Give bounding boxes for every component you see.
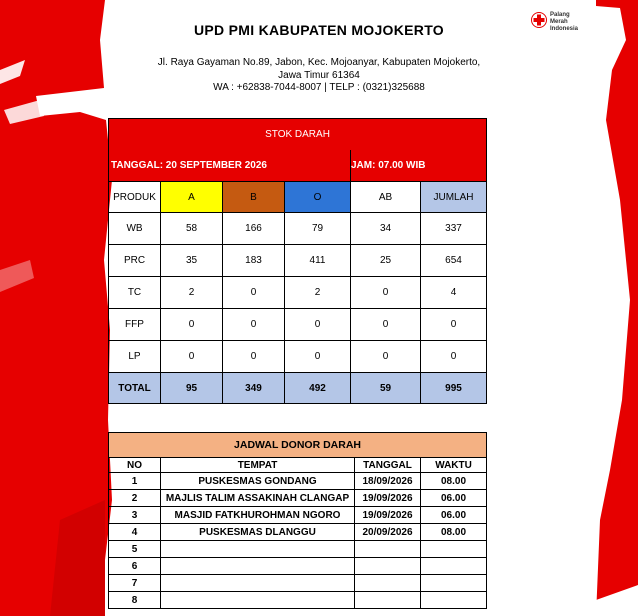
cell-b: 0 xyxy=(223,341,285,373)
stock-table xyxy=(108,118,487,404)
row-number: 8 xyxy=(109,592,161,609)
time: 08.00 xyxy=(421,473,487,490)
product-name: TC xyxy=(109,277,161,309)
col-header-ab: AB xyxy=(351,182,421,213)
col-header-no: NO xyxy=(109,458,161,473)
location: PUSKESMAS GONDANG xyxy=(161,473,355,490)
logo-line-3: Indonesia xyxy=(550,26,579,32)
table-row xyxy=(109,473,487,490)
table-row xyxy=(109,341,487,373)
cell-a: 0 xyxy=(161,309,223,341)
cell-b: 0 xyxy=(223,309,285,341)
cell-a: 58 xyxy=(161,213,223,245)
cell-jumlah: 337 xyxy=(421,213,487,245)
cell-ab: 0 xyxy=(351,309,421,341)
location xyxy=(161,541,355,558)
cell-a: 2 xyxy=(161,277,223,309)
date xyxy=(355,592,421,609)
time xyxy=(421,558,487,575)
col-header-produk: PRODUK xyxy=(109,182,161,213)
col-header-waktu: WAKTU xyxy=(421,458,487,473)
total-label: TOTAL xyxy=(109,373,161,404)
logo-text xyxy=(550,12,578,33)
col-header-o: O xyxy=(285,182,351,213)
total-b: 349 xyxy=(223,373,285,404)
cell-ab: 0 xyxy=(351,277,421,309)
cell-ab: 25 xyxy=(351,245,421,277)
row-number: 6 xyxy=(109,558,161,575)
total-row xyxy=(109,373,487,404)
time xyxy=(421,541,487,558)
location xyxy=(161,592,355,609)
col-header-a: A xyxy=(161,182,223,213)
schedule-table xyxy=(108,432,487,609)
product-name: PRC xyxy=(109,245,161,277)
date xyxy=(355,558,421,575)
table-row xyxy=(109,213,487,245)
table-row xyxy=(109,575,487,592)
row-number: 7 xyxy=(109,575,161,592)
product-name: LP xyxy=(109,341,161,373)
col-header-b: B xyxy=(223,182,285,213)
address-block xyxy=(0,57,638,95)
product-name: FFP xyxy=(109,309,161,341)
address-line-2: Jawa Timur 61364 xyxy=(278,69,360,81)
row-number: 1 xyxy=(109,473,161,490)
contact-line: WA : +62838-7044-8007 | TELP : (0321)325688 xyxy=(213,82,425,93)
row-number: 3 xyxy=(109,507,161,524)
location xyxy=(161,558,355,575)
row-number: 4 xyxy=(109,524,161,541)
total-o: 492 xyxy=(285,373,351,404)
time xyxy=(421,575,487,592)
time: 06.00 xyxy=(421,507,487,524)
cell-ab: 0 xyxy=(351,341,421,373)
cell-a: 35 xyxy=(161,245,223,277)
stock-date: TANGGAL: 20 SEPTEMBER 2026 xyxy=(109,150,351,182)
time: 06.00 xyxy=(421,490,487,507)
cell-o: 79 xyxy=(285,213,351,245)
location: PUSKESMAS DLANGGU xyxy=(161,524,355,541)
location xyxy=(161,575,355,592)
location: MASJID FATKHUROHMAN NGORO xyxy=(161,507,355,524)
table-row xyxy=(109,309,487,341)
logo-line-2: Merah xyxy=(550,19,568,25)
cell-jumlah: 0 xyxy=(421,341,487,373)
time xyxy=(421,592,487,609)
cell-b: 0 xyxy=(223,277,285,309)
table-row xyxy=(109,277,487,309)
cell-a: 0 xyxy=(161,341,223,373)
location: MAJLIS TALIM ASSAKINAH CLANGAP xyxy=(161,490,355,507)
table-row xyxy=(109,541,487,558)
col-header-jumlah: JUMLAH xyxy=(421,182,487,213)
date: 19/09/2026 xyxy=(355,507,421,524)
cell-b: 166 xyxy=(223,213,285,245)
cell-b: 183 xyxy=(223,245,285,277)
pmi-logo xyxy=(531,12,578,33)
product-name: WB xyxy=(109,213,161,245)
cell-o: 2 xyxy=(285,277,351,309)
total-ab: 59 xyxy=(351,373,421,404)
table-row xyxy=(109,524,487,541)
cell-jumlah: 4 xyxy=(421,277,487,309)
red-cross-icon xyxy=(531,12,547,28)
address-line-1: Jl. Raya Gayaman No.89, Jabon, Kec. Mojoanyar, Kabupaten Mojokerto, xyxy=(157,57,481,68)
time: 08.00 xyxy=(421,524,487,541)
total-jumlah: 995 xyxy=(421,373,487,404)
table-row xyxy=(109,507,487,524)
table-row xyxy=(109,490,487,507)
table-row xyxy=(109,245,487,277)
date: 19/09/2026 xyxy=(355,490,421,507)
stock-table-title: STOK DARAH xyxy=(109,119,487,151)
col-header-tanggal: TANGGAL xyxy=(355,458,421,473)
cell-ab: 34 xyxy=(351,213,421,245)
date xyxy=(355,575,421,592)
date: 20/09/2026 xyxy=(355,524,421,541)
row-number: 5 xyxy=(109,541,161,558)
col-header-tempat: TEMPAT xyxy=(161,458,355,473)
page-title: UPD PMI KABUPATEN MOJOKERTO xyxy=(193,22,444,38)
cell-o: 0 xyxy=(285,309,351,341)
row-number: 2 xyxy=(109,490,161,507)
table-row xyxy=(109,558,487,575)
table-row xyxy=(109,592,487,609)
date xyxy=(355,541,421,558)
cell-jumlah: 0 xyxy=(421,309,487,341)
stock-time: JAM: 07.00 WIB xyxy=(351,150,487,182)
date: 18/09/2026 xyxy=(355,473,421,490)
total-a: 95 xyxy=(161,373,223,404)
cell-o: 411 xyxy=(285,245,351,277)
cell-jumlah: 654 xyxy=(421,245,487,277)
cell-o: 0 xyxy=(285,341,351,373)
logo-line-1: Palang xyxy=(550,12,570,18)
schedule-title: JADWAL DONOR DARAH xyxy=(109,433,487,458)
